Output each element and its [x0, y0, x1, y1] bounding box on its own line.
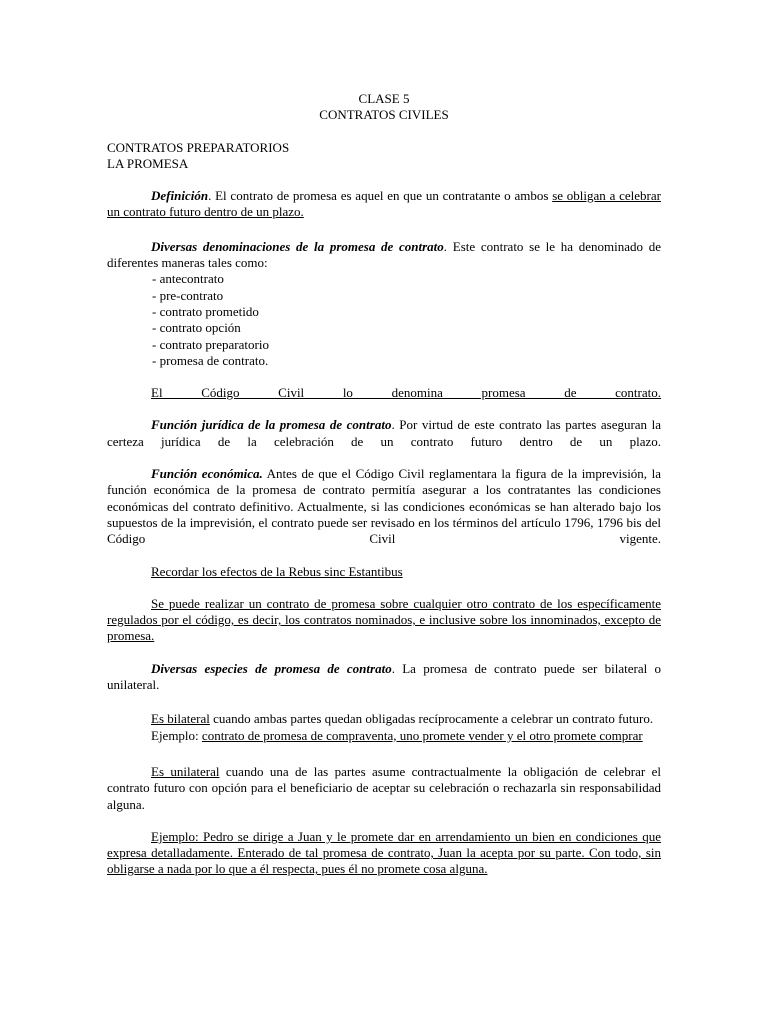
list-item: - antecontrato — [152, 271, 224, 287]
section-title: CONTRATOS PREPARATORIOS — [107, 139, 290, 155]
document-header — [107, 91, 661, 124]
list-item: - contrato prometido — [152, 303, 259, 319]
final-example-text: Ejemplo: Pedro se dirige a Juan y le promete dar en arrendamiento un bien en condiciones que expresa detalladamente. Enterado de tal promesa de contrato, Juan la acepta por su parte. Con todo, sin obligarse a nada por lo que a él respecta, pues él no promete cosa alguna. — [107, 828, 661, 877]
species-paragraph — [107, 661, 661, 694]
list-item: - pre-contrato — [152, 287, 224, 303]
definition-paragraph — [107, 188, 661, 221]
list-item: - contrato preparatorio — [152, 336, 269, 352]
codigo-paragraph — [107, 385, 661, 401]
species-label: Diversas especies de promesa de contrato — [151, 660, 392, 676]
unilateral-paragraph — [107, 764, 661, 813]
course-title: CONTRATOS CIVILES — [319, 107, 449, 123]
rebus-text: Recordar los efectos de la Rebus sinc Estantibus — [151, 563, 403, 579]
bilateral-text: cuando ambas partes quedan obligadas recíprocamente a celebrar un contrato futuro. — [209, 711, 654, 727]
definition-label: Definición — [151, 188, 209, 204]
denominations-paragraph — [107, 239, 661, 272]
unilateral-text: cuando una de las partes asume contractualmente la obligación de celebrar el contrato futuro con opción para el beneficiario de aceptar su celebración o rechazarla sin responsabilidad alguna. — [107, 763, 661, 812]
class-title: CLASE 5 — [358, 91, 410, 106]
economic-function-text: Antes de que el Código Civil reglamentara la figura de la imprevisión, la función económica de la promesa de contrato permitía asegurar a los contratantes las condiciones económicas del contrato definitivo. Actualmente, si las condiciones económicas se han alterado bajo los supuestos de la imprevisión, el contrato puede ser revisado en los términos del artículo 1796, 1796 bis del Código Civil vigente. — [107, 466, 661, 547]
any-contract-text: Se puede realizar un contrato de promesa sobre cualquier otro contrato de los específicamente regulados por el código, es decir, los contratos nominados, e inclusive sobre los innominados, excepto de promesa. — [107, 595, 661, 644]
economic-function-label: Función económica. — [151, 466, 263, 482]
list-item: - contrato opción — [152, 320, 241, 336]
denominations-label: Diversas denominaciones de la promesa de contrato — [151, 238, 444, 254]
rebus-paragraph — [107, 564, 661, 580]
denominations-list — [152, 271, 661, 369]
definition-underlined: se obligan a celebrar un contrato futuro dentro de un plazo. — [107, 188, 661, 220]
bilateral-example-paragraph — [107, 728, 661, 744]
bilateral-example-label: Ejemplo: — [151, 727, 202, 743]
list-item: - promesa de contrato. — [152, 352, 269, 368]
section-subtitle: LA PROMESA — [107, 155, 189, 171]
codigo-text: El Código Civil lo denomina promesa de contrato. — [151, 385, 661, 401]
denominations-text: . Este contrato se le ha denominado de diferentes maneras tales como: — [107, 238, 661, 271]
bilateral-example-text: contrato de promesa de compraventa, uno promete vender y el otro promete comprar — [201, 727, 643, 743]
any-contract-paragraph — [107, 596, 661, 645]
species-text: . La promesa de contrato puede ser bilateral o unilateral. — [107, 660, 661, 693]
legal-function-label: Función jurídica de la promesa de contrato — [151, 417, 392, 433]
final-example-paragraph — [107, 829, 661, 878]
legal-function-paragraph — [107, 417, 661, 450]
bilateral-paragraph — [107, 711, 661, 727]
economic-function-paragraph — [107, 466, 661, 547]
section-heading — [107, 140, 661, 173]
unilateral-label: Es unilateral — [151, 763, 220, 779]
bilateral-label: Es bilateral — [151, 711, 210, 727]
definition-text: . El contrato de promesa es aquel en que un contratante o ambos — [208, 188, 553, 204]
legal-function-text: . Por virtud de este contrato las partes aseguran la certeza jurídica de la celebración de un contrato futuro dentro de un plazo. — [107, 417, 662, 449]
document-body — [107, 91, 661, 878]
